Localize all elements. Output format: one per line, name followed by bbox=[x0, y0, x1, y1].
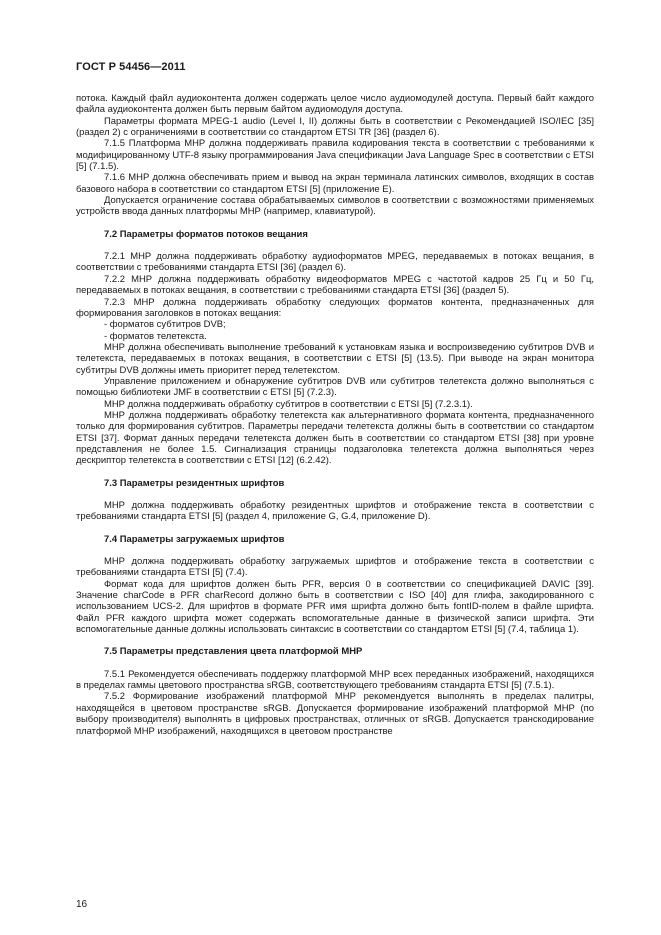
list-item: - форматов телетекста. bbox=[104, 330, 207, 342]
paragraph: Допускается ограничение состава обрабатываемых символов в соответствии с возможностями применяемых устройств ввода данных платформы МНР (например, клавиатурой). bbox=[76, 195, 594, 218]
section-heading: 7.2 Параметры форматов потоков вещания bbox=[104, 228, 308, 240]
paragraph: 7.1.5 Платформа МНР должна поддерживать правила кодирования текста в соответствии с требованиями к модифицированному UTF-8 языку программирования Java спецификации Java Language Spec в соответствии с ETSI [5] (7.1.5). bbox=[76, 138, 594, 173]
page-number: 16 bbox=[76, 899, 88, 910]
section-heading: 7.4 Параметры загружаемых шрифтов bbox=[104, 533, 285, 545]
section-heading: 7.5 Параметры представления цвета платформой МНР bbox=[104, 646, 363, 658]
paragraph: 7.2.3 МНР должна поддерживать обработку следующих форматов контента, предназначенных для формирования заголовков в потоках вещания: bbox=[76, 296, 594, 319]
document-body bbox=[76, 93, 594, 737]
paragraph: 7.1.6 МНР должна обеспечивать прием и вывод на экран терминала латинских символов, входящих в состав базового набора в соответствии со стандартом ETSI [5] (приложение Е). bbox=[76, 172, 594, 195]
paragraph: МНР должна поддерживать обработку телетекста как альтернативного формата контента, предназначенного только для формирования субтитров. Параметры передачи телетекста должны быть в соответствии со стандартом ETSI [37]. Формат данных передачи телетекста должен быть в соответствии со стандартом ETSI [38] при уровне представления не более 1.5. Сигнализация страницы подзаголовка телетекста должна выполняться через дескриптор телетекста в соответствии с ETSI [12] (6.2.42). bbox=[76, 409, 594, 467]
paragraph: 7.2.2 МНР должна поддерживать обработку видеоформатов MPEG с частотой кадров 25 Гц и 50 Гц, передаваемых в потоках вещания, в соответствии с требованиями стандарта ETSI [36] (раздел 5). bbox=[76, 273, 594, 297]
paragraph: МНР должна обеспечивать выполнение требований к установкам языка и воспроизведению субтитров DVB и телетекста, передаваемых в потоках вещания, в соответствии с ETSI [5] (13.5). При выводе на экран монитора субтитры DVB должны иметь приоритет перед телетекстом. bbox=[76, 341, 594, 376]
list-item: - форматов субтитров DVB; bbox=[104, 319, 226, 331]
page-header: ГОСТ Р 54456—2011 bbox=[76, 61, 186, 73]
paragraph: потока. Каждый файл аудиоконтента должен содержать целое число аудиомодулей доступа. Первый байт каждого файла аудиоконтента должен быть первым байтом аудиомодуля доступа. bbox=[76, 93, 594, 116]
paragraph: Формат кода для шрифтов должен быть PFR, версия 0 в соответствии со спецификацией DAVIC [39]. Значение charCode в PFR charRecord должно быть в соответствии с ISO [40] для глифа, закодированного с использованием UCS-2. Для шрифтов в формате PFR имя шрифта должно быть fontID-полем в файле шрифта. Файл PFR каждого шрифта может содержать вспомогательные данные в физической записи шрифта. Эти вспомогательные данные должны использовать синтаксис в соответствии со стандартом ETSI [5] (7.4, таблица 1). bbox=[76, 578, 594, 636]
section-heading: 7.3 Параметры резидентных шрифтов bbox=[104, 477, 285, 489]
paragraph: 7.5.1 Рекомендуется обеспечивать поддержку платформой МНР всех переданных изображений, находящихся в пределах гаммы цветового пространства sRGB, соответствующего требованиям стандарта ETSI [5] (7.5.1). bbox=[76, 668, 594, 692]
paragraph: Управление приложением и обнаружение субтитров DVB или субтитров телетекста должно выполняться с помощью библиотеки JMF в соответствии с ETSI [5] (7.2.3). bbox=[76, 375, 594, 399]
paragraph: 7.2.1 МНР должна поддерживать обработку аудиоформатов MPEG, передаваемых в потоках вещания, в соответствии с требованиями стандарта ETSI [36] (раздел 6). bbox=[76, 251, 594, 274]
paragraph: МНР должна поддерживать обработку субтитров в соответствии с ETSI [5] (7.2.3.1). bbox=[104, 398, 473, 410]
paragraph: МНР должна поддерживать обработку резидентных шрифтов и отображение текста в соответствии с требованиями стандарта ETSI [5] (раздел 4, приложение G, G.4, приложение D). bbox=[76, 500, 594, 523]
paragraph: МНР должна поддерживать обработку загружаемых шрифтов и отображение текста в соответствии с требованиями стандарта ETSI [5] (7.4). bbox=[76, 556, 594, 579]
paragraph: Параметры формата MPEG-1 audio (Level I, II) должны быть в соответствии с Рекомендацией ISO/IEC [35] (раздел 2) с ограничениями в соответствии со стандартом ETSI TR [36] (раздел 6). bbox=[76, 115, 594, 139]
paragraph: 7.5.2 Формирование изображений платформой МНР рекомендуется выполнять в пределах палитры, находящейся в цветовом пространстве sRGB. Допускается формирование изображений платформой МНР (по выбору производителя) выполнять в цифровых пространствах, отличных от sRGB. Допускается транскодирование платформой МНР изображений, находящихся в цветовом пространстве bbox=[76, 691, 594, 737]
